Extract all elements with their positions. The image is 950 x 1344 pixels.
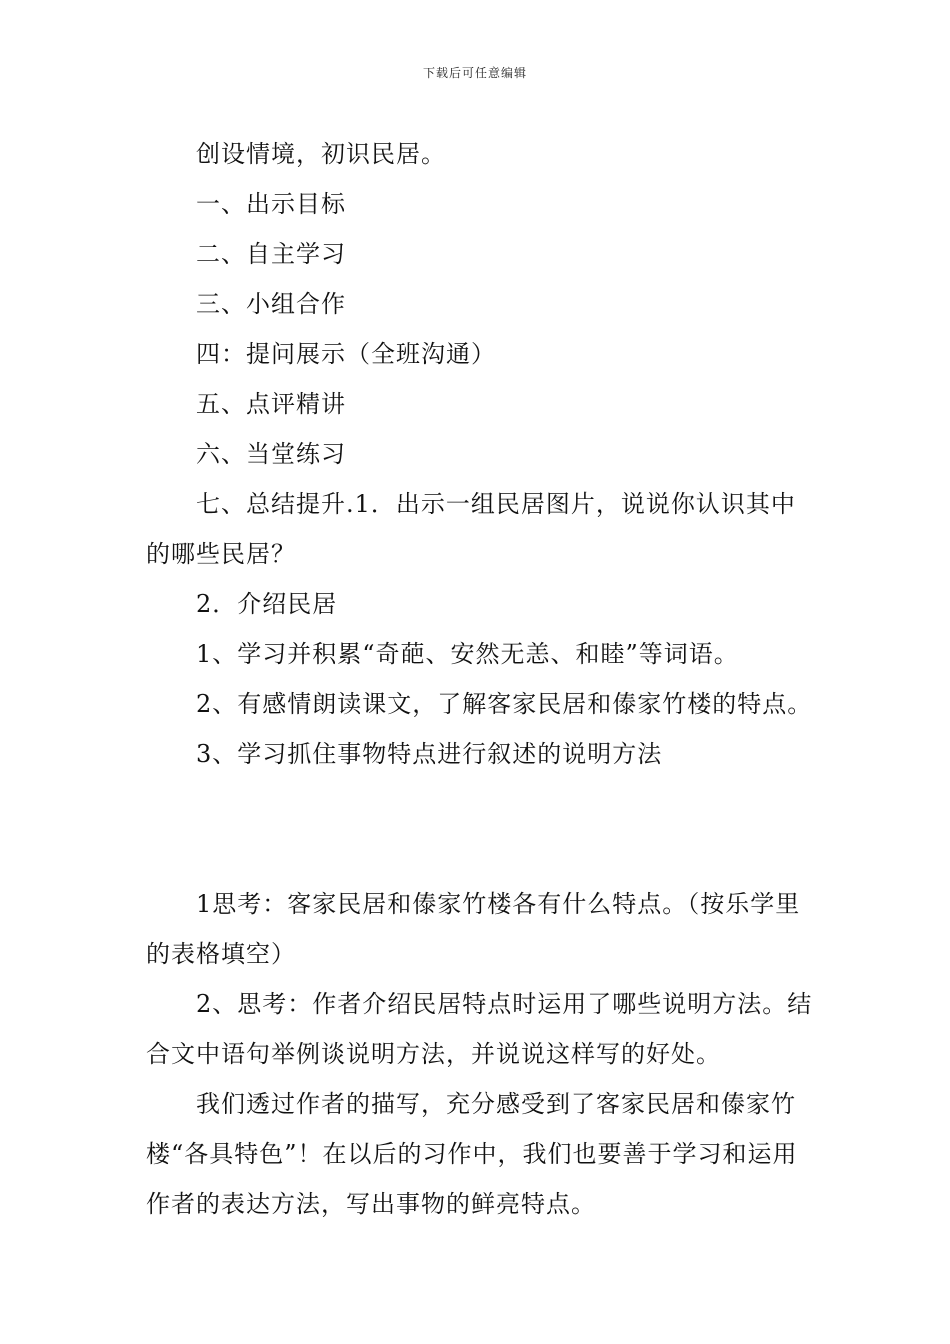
paragraph: 六、当堂练习 bbox=[196, 440, 346, 468]
paragraph: 3、学习抓住事物特点进行叙述的说明方法 bbox=[196, 740, 663, 768]
paragraph: 七、总结提升.1．出示一组民居图片，说说你认识其中的哪些民居？ bbox=[146, 490, 796, 568]
paragraph: 1、学习并积累“奇葩、安然无恙、和睦”等词语。 bbox=[196, 640, 739, 668]
document-body bbox=[146, 129, 816, 1229]
paragraph: 我们透过作者的描写，充分感受到了客家民居和傣家竹楼“各具特色”！在以后的习作中，我们也要善于学习和运用作者的表达方法，写出事物的鲜亮特点。 bbox=[146, 1090, 798, 1218]
paragraph: 1思考：客家民居和傣家竹楼各有什么特点。（按乐学里的表格填空） bbox=[146, 890, 801, 968]
paragraph: 2．介绍民居 bbox=[196, 590, 338, 618]
paragraph: 二、自主学习 bbox=[196, 240, 346, 268]
paragraph: 2、思考：作者介绍民居特点时运用了哪些说明方法。结合文中语句举例谈说明方法，并说说这样写的好处。 bbox=[146, 990, 813, 1068]
paragraph: 2、有感情朗读课文，了解客家民居和傣家竹楼的特点。 bbox=[196, 690, 813, 718]
paragraph: 四：提问展示（全班沟通） bbox=[196, 340, 496, 368]
paragraph: 创设情境，初识民居。 bbox=[196, 140, 446, 168]
paragraph: 三、小组合作 bbox=[196, 290, 346, 318]
section-gap bbox=[146, 779, 816, 879]
page-header: 下载后可任意编辑 bbox=[422, 66, 527, 80]
paragraph: 一、出示目标 bbox=[196, 190, 346, 218]
paragraph: 五、点评精讲 bbox=[196, 390, 346, 418]
